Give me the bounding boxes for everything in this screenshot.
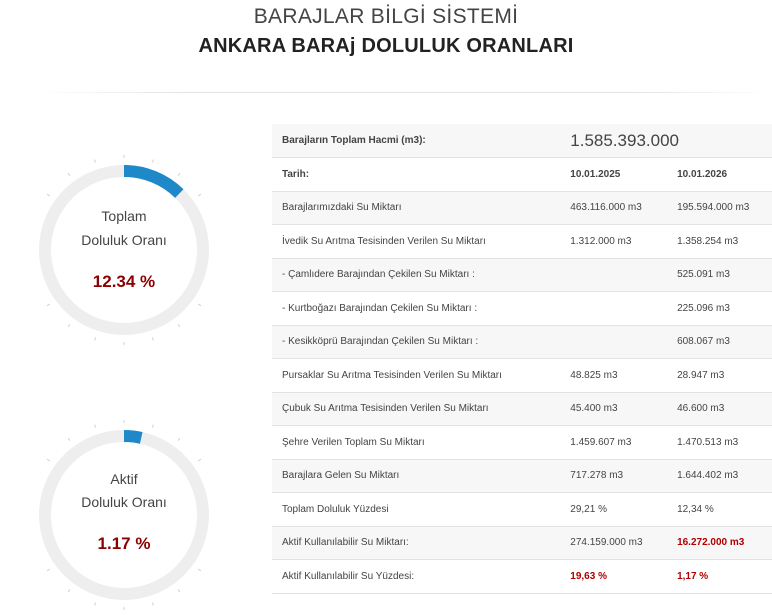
row-label: Şehre Verilen Toplam Su Miktarı — [272, 426, 561, 460]
table-row — [272, 526, 772, 560]
row-value-2025 — [561, 258, 669, 292]
gauge-tick — [68, 589, 70, 591]
row-label: - Çamlıdere Barajından Çekilen Su Miktarı : — [272, 258, 561, 292]
dam-stats-table — [272, 124, 772, 594]
gauge-tick — [152, 425, 153, 428]
row-value-2026: 608.067 m3 — [669, 325, 772, 359]
row-value-2025: 45.400 m3 — [561, 392, 669, 426]
gauge-tick — [95, 337, 96, 340]
gauge-tick — [198, 194, 200, 196]
table-row — [272, 225, 772, 259]
gauge-tick — [68, 324, 70, 326]
page-title: ANKARA BARAj DOLULUK ORANLARI — [198, 35, 574, 57]
date-column-1: 10.01.2025 — [561, 158, 669, 192]
row-value-2026: 46.600 m3 — [669, 392, 772, 426]
row-value-2026: 525.091 m3 — [669, 258, 772, 292]
row-label: Barajlarımızdaki Su Miktarı — [272, 191, 561, 225]
gauge-tick — [95, 425, 96, 428]
gauge-tick — [68, 173, 70, 175]
total-volume-label: Barajların Toplam Hacmi (m3): — [272, 124, 561, 158]
row-value-2025: 19,63 % — [561, 560, 669, 594]
gauge-track — [45, 436, 203, 594]
row-label: Toplam Doluluk Yüzdesi — [272, 493, 561, 527]
gauge-fill-arc — [124, 436, 141, 438]
gauge-label-line2: Doluluk Oranı — [81, 494, 167, 510]
gauge-label-line1: Toplam — [101, 208, 147, 224]
total-volume-row — [272, 124, 772, 158]
gauge-tick — [178, 589, 180, 591]
row-value-2026: 1.644.402 m3 — [669, 459, 772, 493]
total-fill-gauge — [37, 150, 211, 350]
gauge-tick — [198, 459, 200, 461]
row-value-2026: 1,17 % — [669, 560, 772, 594]
gauge-tick — [178, 173, 180, 175]
gauge-label-line1: Aktif — [110, 471, 138, 487]
date-column-2: 10.01.2026 — [669, 158, 772, 192]
row-value-2025 — [561, 325, 669, 359]
gauge-label-line2: Doluluk Oranı — [81, 232, 167, 248]
table-row — [272, 493, 772, 527]
table-row — [272, 258, 772, 292]
table-row — [272, 392, 772, 426]
table-row — [272, 426, 772, 460]
row-label: - Kesikköprü Barajından Çekilen Su Miktarı : — [272, 325, 561, 359]
row-value-2026: 16.272.000 m3 — [669, 526, 772, 560]
row-value-2025: 1.312.000 m3 — [561, 225, 669, 259]
table-row — [272, 560, 772, 594]
gauge-tick — [68, 438, 70, 440]
table-row — [272, 459, 772, 493]
total-fill-value: 12.34 % — [92, 272, 156, 291]
date-label: Tarih: — [272, 158, 561, 192]
gauge-tick — [47, 459, 49, 461]
gauge-tick — [152, 337, 153, 340]
row-value-2025: 29,21 % — [561, 493, 669, 527]
row-label: İvedik Su Arıtma Tesisinden Verilen Su Miktarı — [272, 225, 561, 259]
gauge-tick — [47, 569, 49, 571]
row-label: Çubuk Su Arıtma Tesisinden Verilen Su Miktarı — [272, 392, 561, 426]
row-value-2026: 12,34 % — [669, 493, 772, 527]
table-row — [272, 325, 772, 359]
gauge-tick — [47, 194, 49, 196]
gauge-tick — [198, 304, 200, 306]
row-value-2026: 225.096 m3 — [669, 292, 772, 326]
table-row — [272, 292, 772, 326]
date-row — [272, 158, 772, 192]
divider — [40, 92, 772, 93]
table-row — [272, 191, 772, 225]
row-value-2026: 1.358.254 m3 — [669, 225, 772, 259]
row-label: Pursaklar Su Arıtma Tesisinden Verilen Su Miktarı — [272, 359, 561, 393]
row-value-2025: 48.825 m3 — [561, 359, 669, 393]
gauge-tick — [178, 438, 180, 440]
table-row — [272, 359, 772, 393]
row-value-2025: 463.116.000 m3 — [561, 191, 669, 225]
row-value-2025: 717.278 m3 — [561, 459, 669, 493]
gauge-tick — [95, 602, 96, 605]
gauge-tick — [198, 569, 200, 571]
row-value-2025 — [561, 292, 669, 326]
row-value-2025: 274.159.000 m3 — [561, 526, 669, 560]
row-label: Aktif Kullanılabilir Su Miktarı: — [272, 526, 561, 560]
row-label: Aktif Kullanılabilir Su Yüzdesi: — [272, 560, 561, 594]
row-value-2025: 1.459.607 m3 — [561, 426, 669, 460]
row-label: Barajlara Gelen Su Miktarı — [272, 459, 561, 493]
gauge-tick — [95, 160, 96, 163]
gauge-tick — [152, 602, 153, 605]
gauge-tick — [152, 160, 153, 163]
system-title: BARAJLAR BİLGİ SİSTEMİ — [253, 5, 519, 28]
total-volume-value: 1.585.393.000 — [561, 124, 772, 158]
row-label: - Kurtboğazı Barajından Çekilen Su Miktarı : — [272, 292, 561, 326]
row-value-2026: 28.947 m3 — [669, 359, 772, 393]
active-fill-gauge — [37, 415, 211, 612]
gauge-tick — [178, 324, 180, 326]
active-fill-ring — [37, 415, 211, 615]
row-value-2026: 1.470.513 m3 — [669, 426, 772, 460]
gauge-tick — [47, 304, 49, 306]
row-value-2026: 195.594.000 m3 — [669, 191, 772, 225]
active-fill-value: 1.17 % — [97, 534, 151, 553]
